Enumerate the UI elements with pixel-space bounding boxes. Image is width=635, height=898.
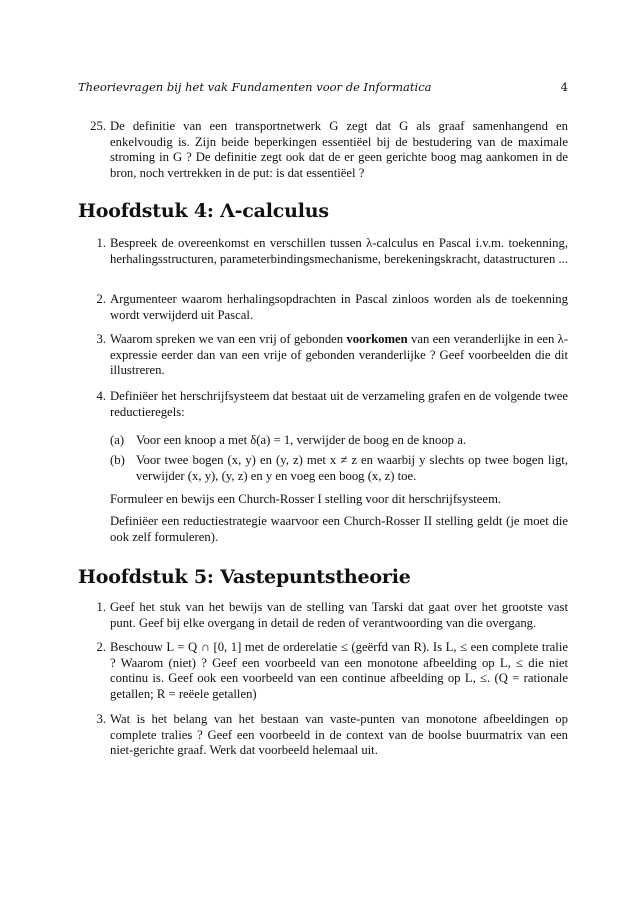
text-part: van een veranderlijke in een λ-expressie eerder dan van een vrije of gebonden veranderlijke ? Geef voorbeelden die dit illustreren. [110, 332, 568, 378]
ch4-q4-subitem-a [110, 433, 568, 449]
item-number: 2. [96, 640, 106, 654]
header-title: Theorievragen bij het vak Fundamenten voor de Informatica [78, 80, 432, 94]
item-number: 1. [96, 600, 106, 614]
chapter-4-heading: Hoofdstuk 4: Λ-calculus [78, 200, 329, 222]
item-text: Geef het stuk van het bewijs van de stelling van Tarski dat gaat over het grootste vast punt. Geef bij elke overgang in detail de reden of verantwoording van die overgang. [110, 600, 568, 630]
item-text: Bespreek de overeenkomst en verschillen tussen λ-calculus en Pascal i.v.m. toekenning, herhalingsstructuren, parameterbindingsmechanisme, berekeningskracht, datastructuren ... [110, 236, 568, 266]
item-text: Definiëer het herschrijfsysteem dat bestaat uit de verzameling grafen en de volgende twee reductieregels: [110, 389, 568, 419]
page-number: 4 [560, 80, 568, 94]
item-text: Argumenteer waarom herhalingsopdrachten in Pascal zinloos worden als de toekenning wordt verwijderd uit Pascal. [110, 292, 568, 322]
item-text [110, 332, 568, 379]
running-header [78, 80, 568, 94]
bold-term: voorkomen [346, 332, 408, 346]
ch4-q4-subitem-b [110, 453, 568, 484]
subitem-text: Voor twee bogen (x, y) en (y, z) met x ≠ z en waarbij y slechts op twee bogen ligt, verwijder (x, y), (y, z) en y en voeg een boog (x, z) toe. [136, 453, 568, 483]
chapter-5-heading: Hoofdstuk 5: Vastepuntstheorie [78, 566, 411, 588]
item-text: Wat is het belang van het bestaan van vaste-punten van monotone afbeeldingen op complete tralies ? Geef een voorbeeld in de context van de boolse buurmatrix van een niet-gerichte graaf. Werk dat voorbeeld helemaal uit. [110, 712, 568, 758]
item-number: 3. [96, 712, 106, 726]
ch4-question-2 [78, 292, 568, 323]
ch5-question-3 [78, 712, 568, 759]
ch4-question-1 [78, 236, 568, 267]
ch4-q4-paragraph-1: Formuleer en bewijs een Church-Rosser I stelling voor dit herschrijfsysteem. [110, 492, 502, 506]
item-text: De definitie van een transportnetwerk G zegt dat G als graaf samenhangend en enkelvoudig is. Zijn beide beperkingen essentiëel bij de bestudering van de maximale stroming in G ? De definitie zegt ook dat de er geen gerichte boog mag aankomen in de bron, noch vertrekken in de put: is dat essentiëel ? [110, 119, 568, 180]
item-number: 25. [90, 119, 106, 133]
text-part: Waarom spreken we van een vrij of gebonden [110, 332, 347, 346]
ch5-question-1 [78, 600, 568, 631]
item-text: Beschouw L = Q ∩ [0, 1] met de orderelatie ≤ (geërfd van R). Is L, ≤ een complete tralie ? Waarom (niet) ? Geef een voorbeeld van een monotone afbeelding op L, ≤ die niet continu is. Geef ook een voorbeeld van een continue afbeelding op L, ≤. (Q = rationale getallen; R = reëele getallen) [110, 640, 568, 701]
item-number: 1. [96, 236, 106, 250]
subitem-label: (a) [110, 433, 125, 447]
subitem-text: Voor een knoop a met δ(a) = 1, verwijder de boog en de knoop a. [136, 433, 466, 447]
ch4-q4-paragraph-2: Definiëer een reductiestrategie waarvoor een Church-Rosser II stelling geldt (je moet die ook zelf formuleren). [110, 514, 568, 544]
item-number: 3. [96, 332, 106, 346]
subitem-label: (b) [110, 453, 125, 467]
item-number: 2. [96, 292, 106, 306]
question-25 [78, 119, 568, 181]
ch4-question-4 [78, 389, 568, 420]
ch4-question-3 [78, 332, 568, 379]
item-number: 4. [96, 389, 106, 403]
ch5-question-2 [78, 640, 568, 702]
